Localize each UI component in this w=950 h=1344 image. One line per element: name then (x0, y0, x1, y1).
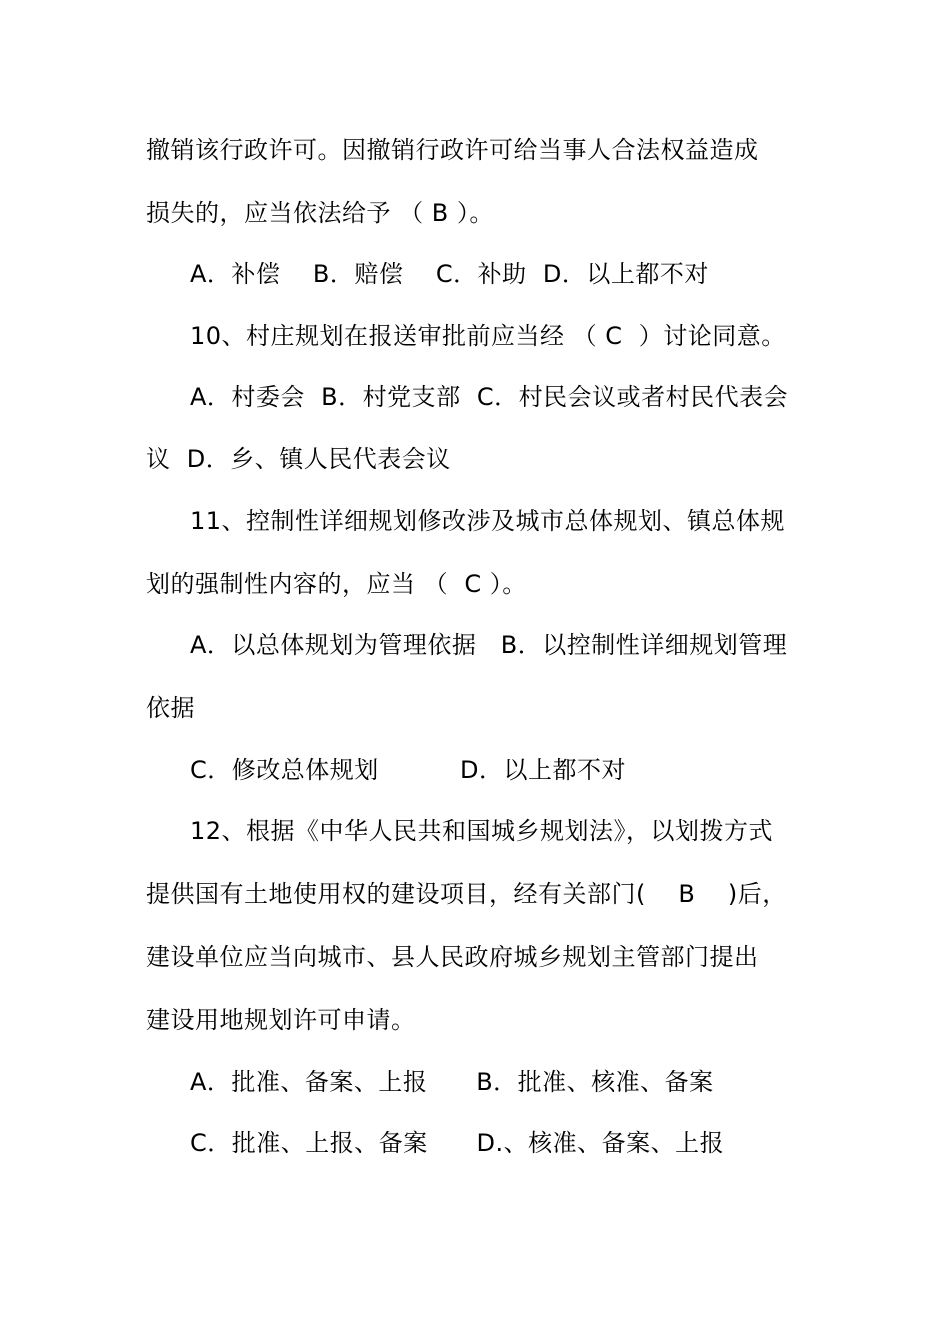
options-q11-part1: A．以总体规划为管理依据 B．以控制性详细规划管理 (190, 631, 788, 659)
options-q11-part3: C．修改总体规划 D．以上都不对 (190, 756, 627, 784)
options-q12-part2: C．批准、上报、备案 D.、核准、备案、上报 (190, 1129, 725, 1157)
options-q11-part2: 依据 (146, 694, 195, 722)
text-line-2: 损失的，应当依法给予 （ B ）。 (146, 199, 494, 227)
question-12-part4: 建设用地规划许可申请。 (146, 1006, 416, 1034)
options-q9: A．补偿 B．赔偿 C．补助 D．以上都不对 (190, 260, 709, 288)
question-11-part2: 划的强制性内容的，应当 （ C ）。 (146, 570, 527, 598)
question-12-part3: 建设单位应当向城市、县人民政府城乡规划主管部门提出 (146, 943, 759, 971)
text-line-1: 撤销该行政许可。因撤销行政许可给当事人合法权益造成 (146, 136, 759, 164)
options-q10-part1: A．村委会 B．村党支部 C．村民会议或者村民代表会 (190, 383, 789, 411)
question-12-part2: 提供国有土地使用权的建设项目，经有关部门( B )后， (146, 880, 787, 908)
question-10: 10、村庄规划在报送审批前应当经 （ C ）讨论同意。 (190, 322, 786, 350)
options-q12-part1: A．批准、备案、上报 B．批准、核准、备案 (190, 1068, 714, 1096)
options-q10-part2: 议 D．乡、镇人民代表会议 (146, 445, 451, 473)
question-12-part1: 12、根据《中华人民共和国城乡规划法》，以划拨方式 (190, 817, 774, 845)
question-11-part1: 11、控制性详细规划修改涉及城市总体规划、镇总体规 (190, 507, 786, 535)
